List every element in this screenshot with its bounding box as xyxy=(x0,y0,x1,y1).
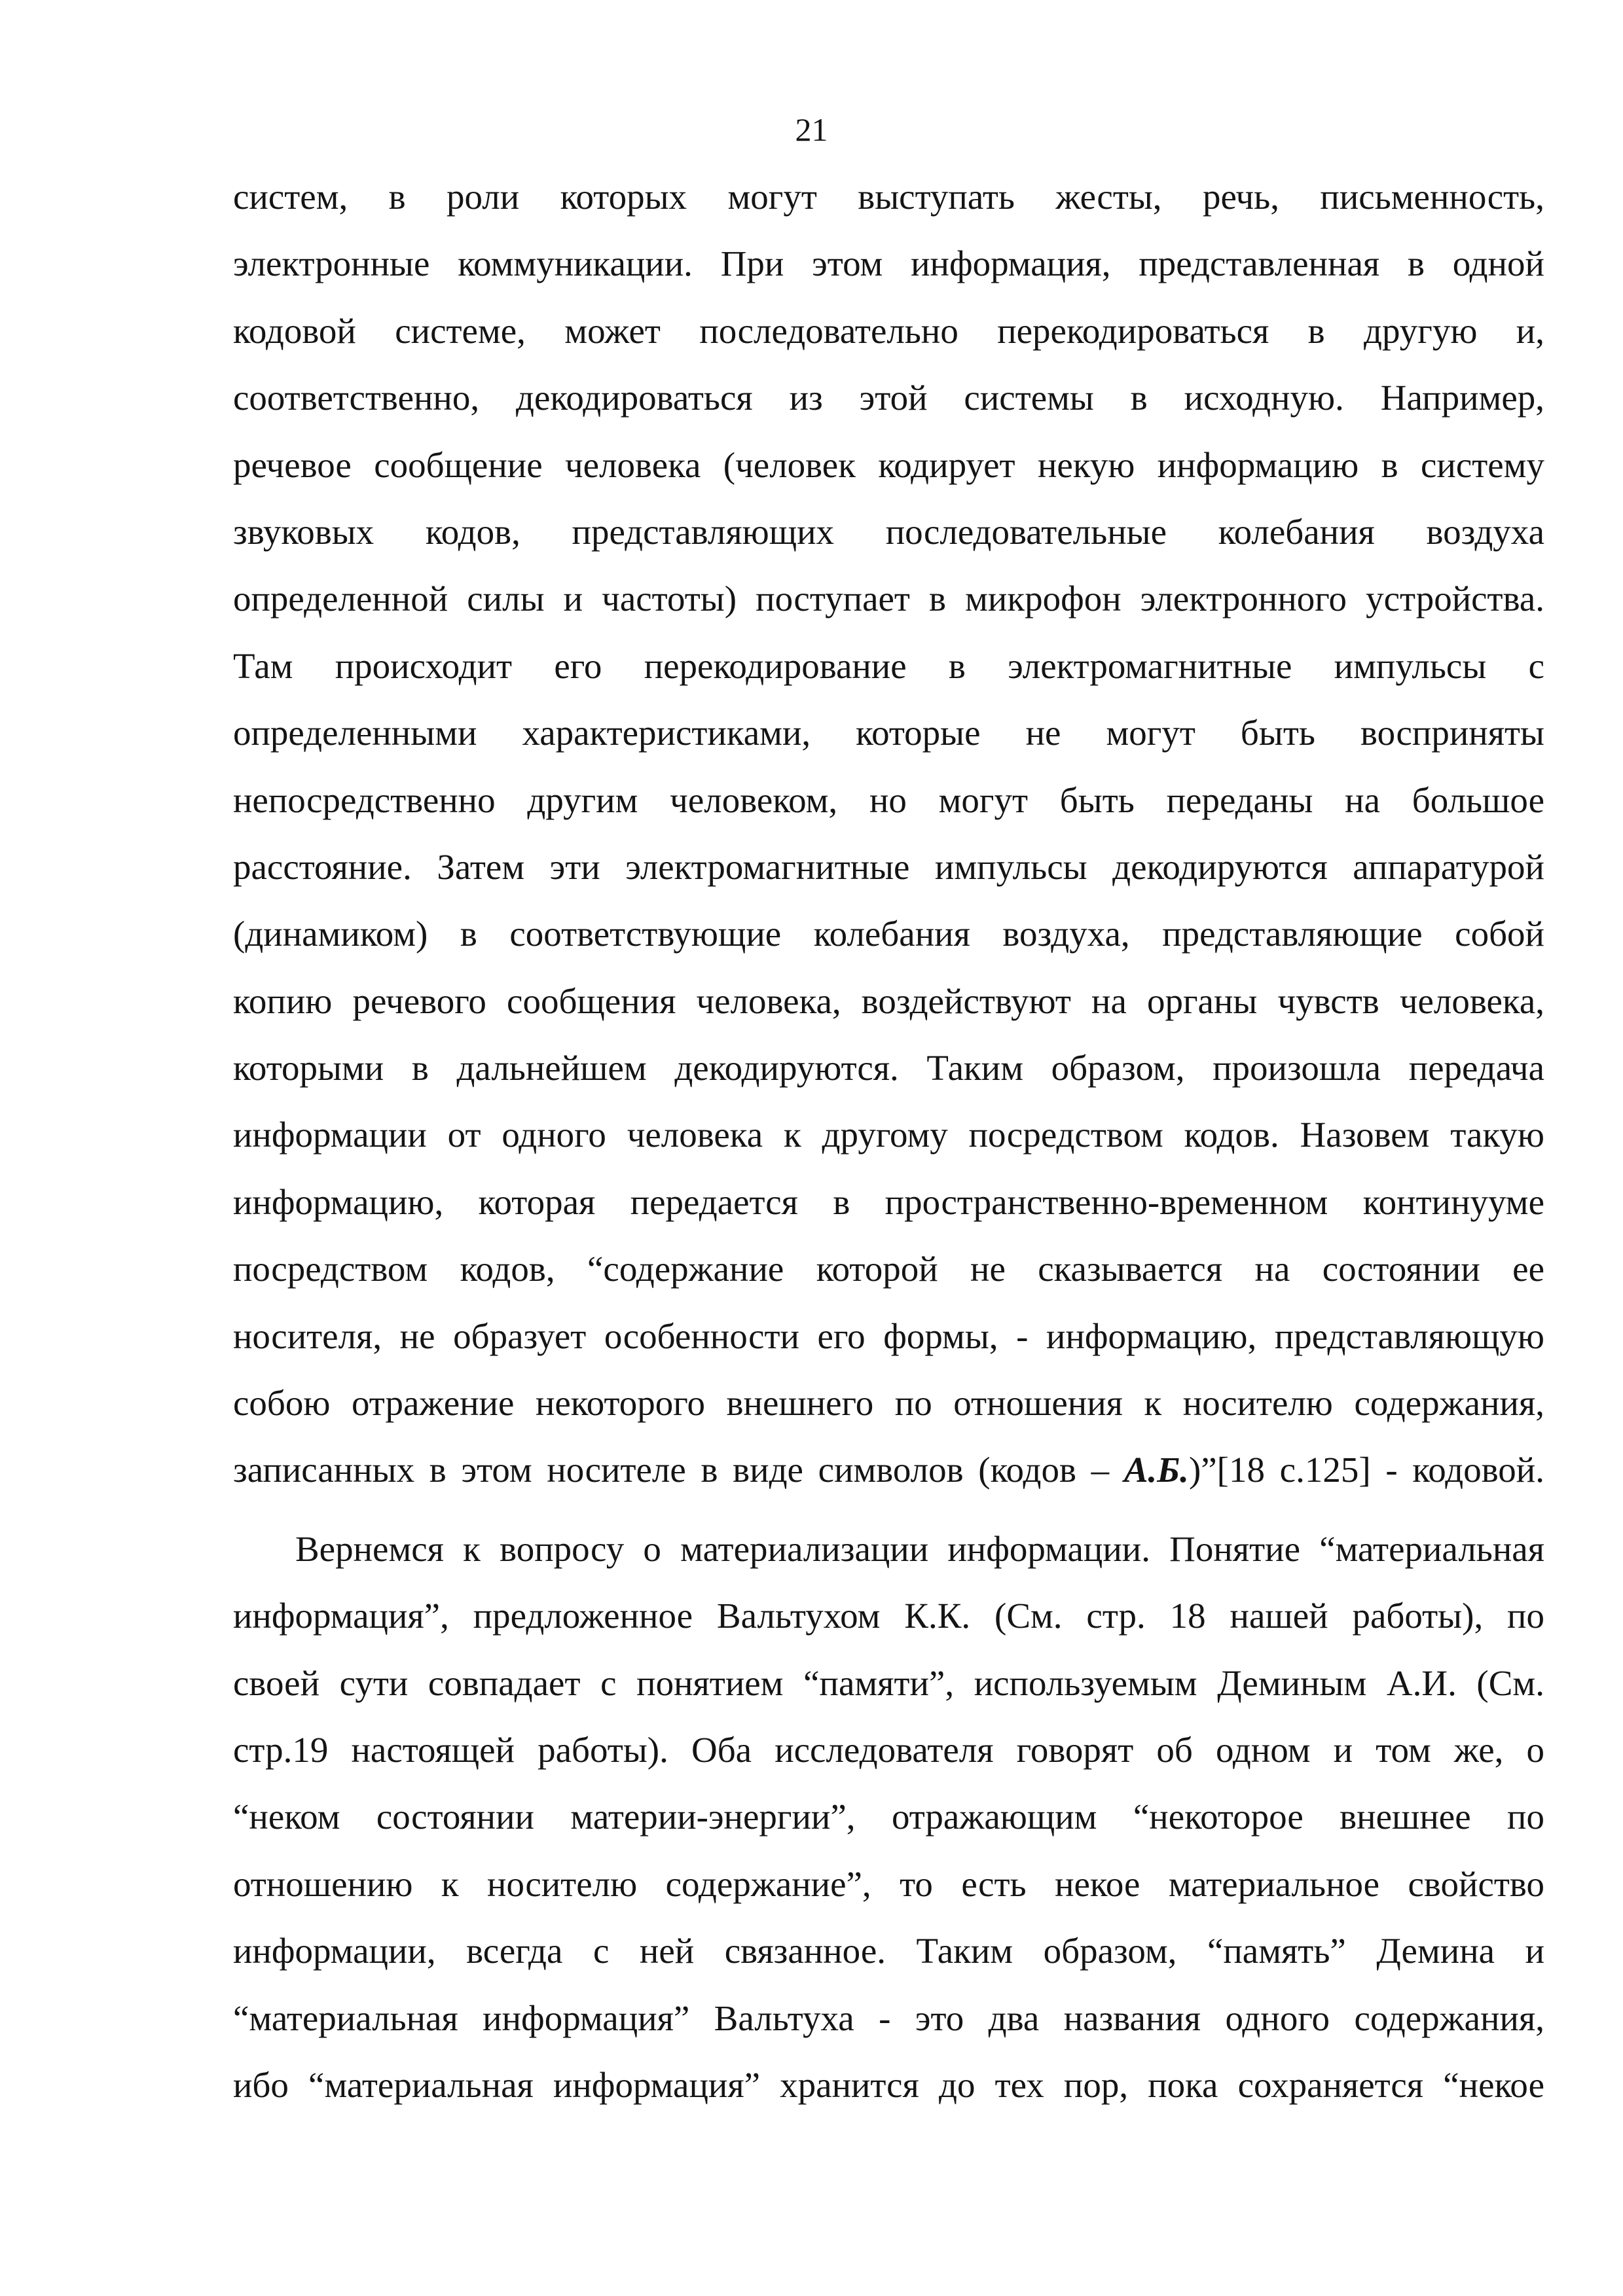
text-line-content: звуковых кодов, представляющих последовательные колебания воздуха xyxy=(233,511,1544,552)
text-line-content: копию речевого сообщения человека, воздействуют на органы чувств человека, xyxy=(233,980,1544,1021)
text-line xyxy=(233,164,1544,230)
text-line xyxy=(233,1303,1544,1370)
text-line-content: определенными характеристиками, которые не могут быть восприняты xyxy=(233,713,1544,753)
body-text xyxy=(233,164,1544,2119)
text-line xyxy=(233,1918,1544,1984)
text-line xyxy=(233,1650,1544,1717)
text-line-content: информации, всегда с ней связанное. Таким образом, “память” Демина и xyxy=(233,1931,1544,1971)
text-line xyxy=(233,834,1544,901)
text-line xyxy=(233,1717,1544,1784)
text-line-content: которыми в дальнейшем декодируются. Таким образом, произошла передача xyxy=(233,1048,1544,1088)
text-line xyxy=(233,1102,1544,1168)
citation-text-before: записанных в этом носителе в виде символов (кодов – xyxy=(233,1450,1124,1490)
text-line-content: “материальная информация” Вальтуха - это два названия одного содержания, xyxy=(233,1998,1544,2038)
author-initials: А.Б. xyxy=(1123,1450,1189,1490)
text-line xyxy=(233,1583,1544,1649)
citation-text-after: )”[18 с.125] - кодовой. xyxy=(1188,1450,1544,1490)
text-line-content: непосредственно другим человеком, но могут быть переданы на большое xyxy=(233,780,1544,820)
text-line xyxy=(233,298,1544,365)
text-line-content: отношению к носителю содержание”, то есть некое материальное свойство xyxy=(233,1863,1544,1904)
paragraph-2 xyxy=(233,1516,1544,2119)
text-line xyxy=(233,1169,1544,1236)
text-line-content: информация”, предложенное Вальтухом К.К. (См. стр. 18 нашей работы), по xyxy=(233,1596,1544,1636)
text-line-content: кодовой системе, может последовательно перекодироваться в другую и, xyxy=(233,310,1544,351)
text-line-content: информации от одного человека к другому посредством кодов. Назовем такую xyxy=(233,1115,1544,1155)
text-line xyxy=(233,565,1544,632)
text-line-content: соответственно, декодироваться из этой системы в исходную. Например, xyxy=(233,378,1544,418)
paragraph-1 xyxy=(233,164,1544,1504)
text-line-content: “неком состоянии материи-энергии”, отражающим “некоторое внешнее по xyxy=(233,1797,1544,1837)
text-line-content: посредством кодов, “содержание которой не сказывается на состоянии ее xyxy=(233,1249,1544,1289)
text-line-content: информацию, которая передается в пространственно-временном континууме xyxy=(233,1181,1544,1222)
text-line-content: (динамиком) в соответствующие колебания воздуха, представляющие собой xyxy=(233,914,1544,954)
text-line xyxy=(233,1236,1544,1302)
text-line xyxy=(233,1985,1544,2052)
text-line xyxy=(233,1784,1544,1850)
page-number: 21 xyxy=(795,111,828,148)
text-line-content: носителя, не образует особенности его формы, - информацию, представляющую xyxy=(233,1316,1544,1356)
text-line-content: расстояние. Затем эти электромагнитные импульсы декодируются аппаратурой xyxy=(233,846,1544,887)
text-line-content: определенной силы и частоты) поступает в микрофон электронного устройства. xyxy=(233,579,1544,619)
text-line-content: электронные коммуникации. При этом информация, представленная в одной xyxy=(233,243,1544,284)
text-line xyxy=(233,1851,1544,1918)
text-line xyxy=(233,1516,1544,1583)
text-line xyxy=(233,1035,1544,1102)
text-line-content: ибо “материальная информация” хранится до тех пор, пока сохраняется “некое xyxy=(233,2064,1544,2105)
text-line-content: Там происходит его перекодирование в электромагнитные импульсы с xyxy=(233,645,1544,686)
text-line xyxy=(233,2052,1544,2119)
text-line xyxy=(233,1370,1544,1437)
text-line xyxy=(233,633,1544,700)
text-line-content: речевое сообщение человека (человек кодирует некую информацию в систему xyxy=(233,444,1544,485)
text-line-content: своей сути совпадает с понятием “памяти”, используемым Деминым А.И. (См. xyxy=(233,1662,1544,1703)
text-line-content: систем, в роли которых могут выступать жесты, речь, письменность, xyxy=(233,177,1544,217)
text-line xyxy=(233,767,1544,834)
text-line-content: стр.19 настоящей работы). Оба исследователя говорят об одном и том же, о xyxy=(233,1729,1544,1770)
text-line xyxy=(233,968,1544,1035)
text-line xyxy=(233,230,1544,297)
text-line xyxy=(233,499,1544,565)
text-line-content: собою отражение некоторого внешнего по отношения к носителю содержания, xyxy=(233,1383,1544,1424)
text-line-last xyxy=(233,1437,1544,1503)
text-line xyxy=(233,700,1544,766)
text-line xyxy=(233,901,1544,967)
text-line xyxy=(233,432,1544,499)
text-line-content xyxy=(233,1437,1544,1503)
text-line xyxy=(233,365,1544,431)
text-line-content: Вернемся к вопросу о материализации информации. Понятие “материальная xyxy=(295,1528,1544,1569)
